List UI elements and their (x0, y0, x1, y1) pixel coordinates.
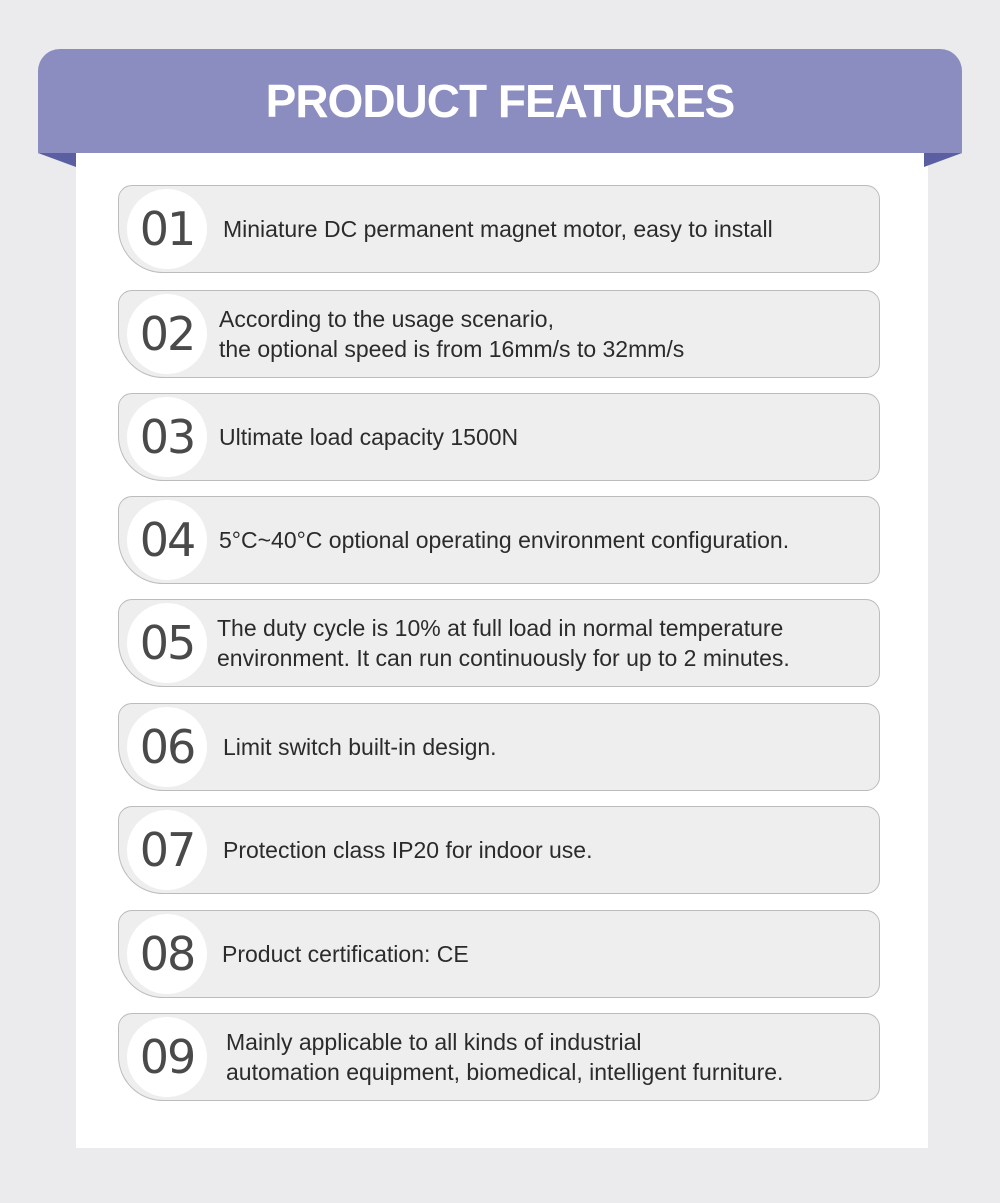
feature-number-badge (127, 294, 207, 374)
feature-row-05 (118, 599, 880, 687)
feature-row-02 (118, 290, 880, 378)
feature-number-badge (127, 1017, 207, 1097)
header-banner (38, 49, 962, 153)
feature-row-01 (118, 185, 880, 273)
feature-text-line: Limit switch built-in design. (223, 734, 497, 760)
feature-text-line: automation equipment, biomedical, intelligent furniture. (226, 1059, 784, 1085)
feature-description (217, 600, 859, 686)
feature-number: 06 (139, 720, 195, 774)
feature-description (219, 394, 859, 480)
feature-text-line: environment. It can run continuously for up to 2 minutes. (217, 645, 790, 671)
feature-text-line: 5°C~40°C optional operating environment configuration. (219, 527, 790, 553)
feature-row-04 (118, 496, 880, 584)
feature-row-08 (118, 910, 880, 998)
feature-description (226, 1014, 859, 1100)
feature-number-badge (127, 397, 207, 477)
feature-number: 02 (139, 307, 195, 361)
feature-number-badge (127, 603, 207, 683)
feature-number: 04 (139, 513, 195, 567)
feature-text-line: Mainly applicable to all kinds of industrial (226, 1029, 642, 1055)
feature-description (219, 497, 859, 583)
feature-number: 01 (139, 202, 195, 256)
feature-text-line: Ultimate load capacity 1500N (219, 424, 519, 450)
page-title: PRODUCT FEATURES (265, 75, 735, 127)
feature-description (223, 807, 859, 893)
feature-row-09 (118, 1013, 880, 1101)
feature-number: 03 (139, 410, 195, 464)
feature-text-line: Protection class IP20 for indoor use. (223, 837, 593, 863)
feature-number: 08 (139, 927, 195, 981)
feature-text-line: According to the usage scenario, (219, 306, 554, 332)
feature-row-06 (118, 703, 880, 791)
feature-description (223, 186, 859, 272)
feature-text-line: the optional speed is from 16mm/s to 32mm/s (219, 336, 685, 362)
feature-number-badge (127, 500, 207, 580)
feature-description (222, 911, 859, 997)
feature-text-line: The duty cycle is 10% at full load in normal temperature (217, 615, 784, 641)
feature-description (223, 704, 859, 790)
feature-number-badge (127, 810, 207, 890)
feature-number-badge (127, 707, 207, 787)
feature-description (219, 291, 859, 377)
banner-fold-right (924, 153, 962, 167)
feature-number: 05 (139, 616, 195, 670)
feature-number: 07 (139, 823, 195, 877)
feature-number-badge (127, 914, 207, 994)
feature-text-line: Product certification: CE (222, 941, 469, 967)
feature-number-badge (127, 189, 207, 269)
feature-row-03 (118, 393, 880, 481)
banner-fold-left (38, 153, 76, 167)
feature-text-line: Miniature DC permanent magnet motor, easy to install (223, 216, 773, 242)
feature-number: 09 (139, 1030, 195, 1084)
feature-row-07 (118, 806, 880, 894)
